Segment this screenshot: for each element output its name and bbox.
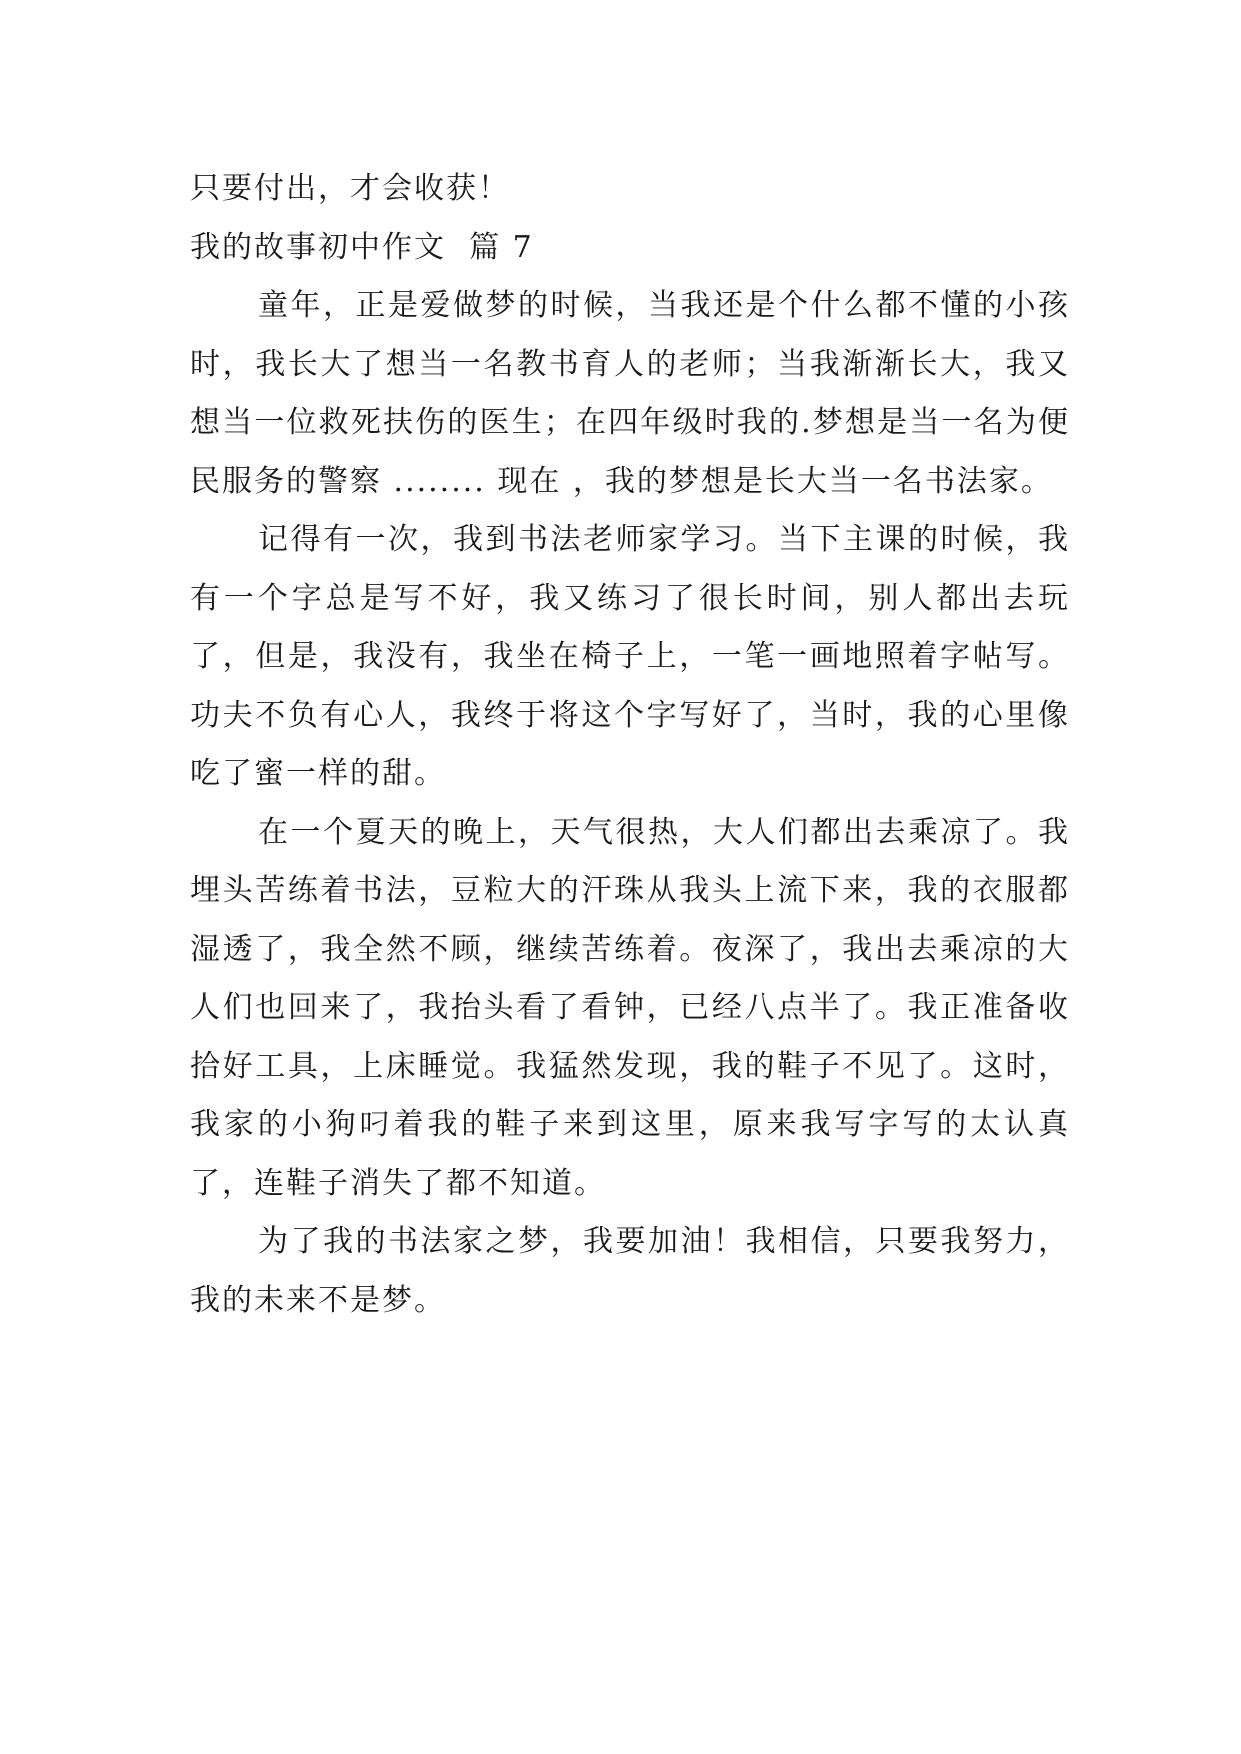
opening-line: 只要付出，才会收获！ [190,171,510,206]
paragraph-3: 在一个夏天的晚上，天气很热，大人们都出去乘凉了。我埋头苦练着书法，豆粒大的汗珠从我头上流下来，我的衣服都湿透了，我全然不顾，继续苦练着。夜深了，我出去乘凉的大人们也回来了，我抬头看了看钟，已经八点半了。我正准备收拾好工具，上床睡觉。我猛然发现，我的鞋子不见了。这时，我家的小狗叼着我的鞋子来到这里，原来我写字写的太认真了，连鞋子消失了都不知道。 [190,814,1070,1201]
paragraph-1: 童年，正是爱做梦的时候，当我还是个什么都不懂的小孩时，我长大了想当一名教书育人的老师；当我渐渐长大，我又想当一位救死扶伤的医生；在四年级时我的.梦想是当一名为便民服务的警察 ........ 现在 ，我的梦想是长大当一名书法家。 [190,288,1070,499]
document-body [190,160,1070,1330]
paragraph-4: 为了我的书法家之梦，我要加油！我相信，只要我努力，我的未来不是梦。 [190,1224,1070,1318]
paragraph-2: 记得有一次，我到书法老师家学习。当下主课的时候，我有一个字总是写不好，我又练习了很长时间，别人都出去玩了，但是，我没有，我坐在椅子上，一笔一画地照着字帖写。功夫不负有心人，我终于将这个字写好了，当时，我的心里像吃了蜜一样的甜。 [190,522,1070,791]
essay-heading: 我的故事初中作文 篇 7 [190,229,534,265]
